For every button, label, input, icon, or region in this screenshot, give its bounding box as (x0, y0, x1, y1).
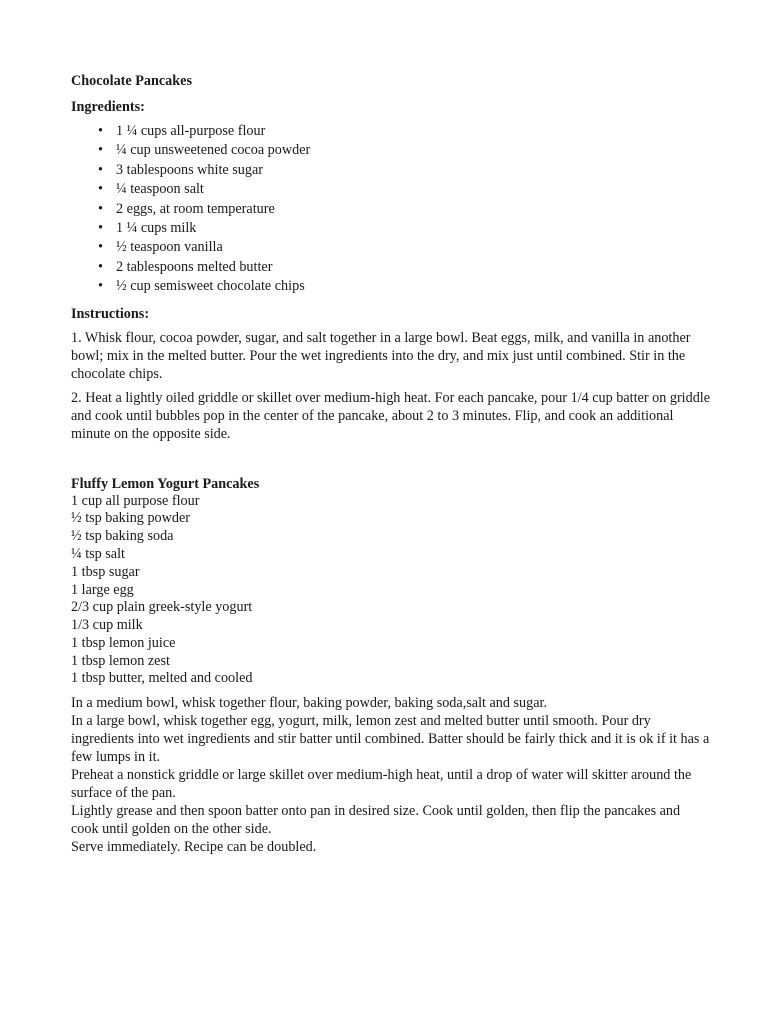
bullet-icon: • (98, 161, 103, 178)
recipe-title: Fluffy Lemon Yogurt Pancakes (71, 475, 260, 492)
list-item: 1 large egg (71, 581, 134, 598)
list-item: • 2 eggs, at room temperature (71, 200, 711, 219)
list-item: • ½ teaspoon vanilla (71, 238, 711, 257)
list-item: 1/3 cup milk (71, 617, 143, 634)
bullet-icon: • (98, 200, 103, 217)
document-page (71, 72, 711, 856)
list-item: 1 cup all purpose flour (71, 492, 200, 509)
instruction-step: 2. Heat a lightly oiled griddle or skillet over medium-high heat. For each pancake, pour 1/4 cup batter on griddle and cook until bubbles pop in the center of the pancake, about 2 to 3 minutes. Flip, and cook an additional minute on the opposite side. (71, 389, 711, 442)
bullet-icon: • (98, 123, 103, 139)
instruction-step: In a large bowl, whisk together egg, yogurt, milk, lemon zest and melted butter until smooth. Pour dry ingredients into wet ingredients and stir batter until combined. Batter should be fairly thick and it is ok if it has a few lumps in it. (71, 713, 710, 766)
bullet-icon: • (98, 258, 103, 275)
instruction-step: Preheat a nonstick griddle or large skillet over medium-high heat, until a drop of water will skitter around the surface of the pan. (71, 767, 692, 802)
list-item: 2/3 cup plain greek-style yogurt (71, 599, 253, 616)
instruction-step: Serve immediately. Recipe can be doubled. (71, 839, 317, 856)
list-item: 1 tbsp butter, melted and cooled (71, 670, 253, 687)
bullet-icon: • (98, 219, 103, 236)
list-item: 1 tbsp lemon juice (71, 634, 176, 651)
list-item: • 3 tablespoons white sugar (71, 161, 711, 180)
ingredients-list (71, 122, 711, 297)
bullet-icon: • (98, 181, 103, 198)
list-item: ½ tsp baking powder (71, 510, 191, 527)
bullet-icon: • (98, 142, 103, 159)
recipe-title: Chocolate Pancakes (71, 73, 192, 89)
bullet-icon: • (98, 278, 103, 295)
instruction-step: Lightly grease and then spoon batter onto pan in desired size. Cook until golden, then flip the pancakes and cook until golden on the other side. (71, 803, 681, 838)
list-item: ½ tsp baking soda (71, 528, 174, 545)
ingredients-heading: Ingredients: (71, 99, 145, 115)
list-item: • ½ cup semisweet chocolate chips (71, 277, 711, 296)
list-item: ¼ tsp salt (71, 545, 125, 562)
list-item: • ¼ teaspoon salt (71, 180, 711, 199)
instructions-heading: Instructions: (71, 305, 150, 322)
ingredients-list (71, 493, 711, 689)
section-spacer (71, 449, 711, 475)
bullet-icon: • (98, 239, 103, 256)
list-item: • ¼ cup unsweetened cocoa powder (71, 141, 711, 160)
list-item: • 1 ¼ cups all-purpose flour (71, 122, 711, 141)
instruction-step: 1. Whisk flour, cocoa powder, sugar, and salt together in a large bowl. Beat eggs, milk, and vanilla in another bowl; mix in the melted butter. Pour the wet ingredients into the dry, and mix just until combined. Stir in the chocolate chips. (71, 329, 691, 382)
list-item: 1 tbsp sugar (71, 563, 140, 580)
list-item: • 2 tablespoons melted butter (71, 258, 711, 277)
list-item: 1 tbsp lemon zest (71, 652, 170, 669)
instruction-step: In a medium bowl, whisk together flour, baking powder, baking soda,salt and sugar. (71, 695, 548, 712)
instructions-block (71, 694, 711, 856)
list-item: • 1 ¼ cups milk (71, 219, 711, 238)
